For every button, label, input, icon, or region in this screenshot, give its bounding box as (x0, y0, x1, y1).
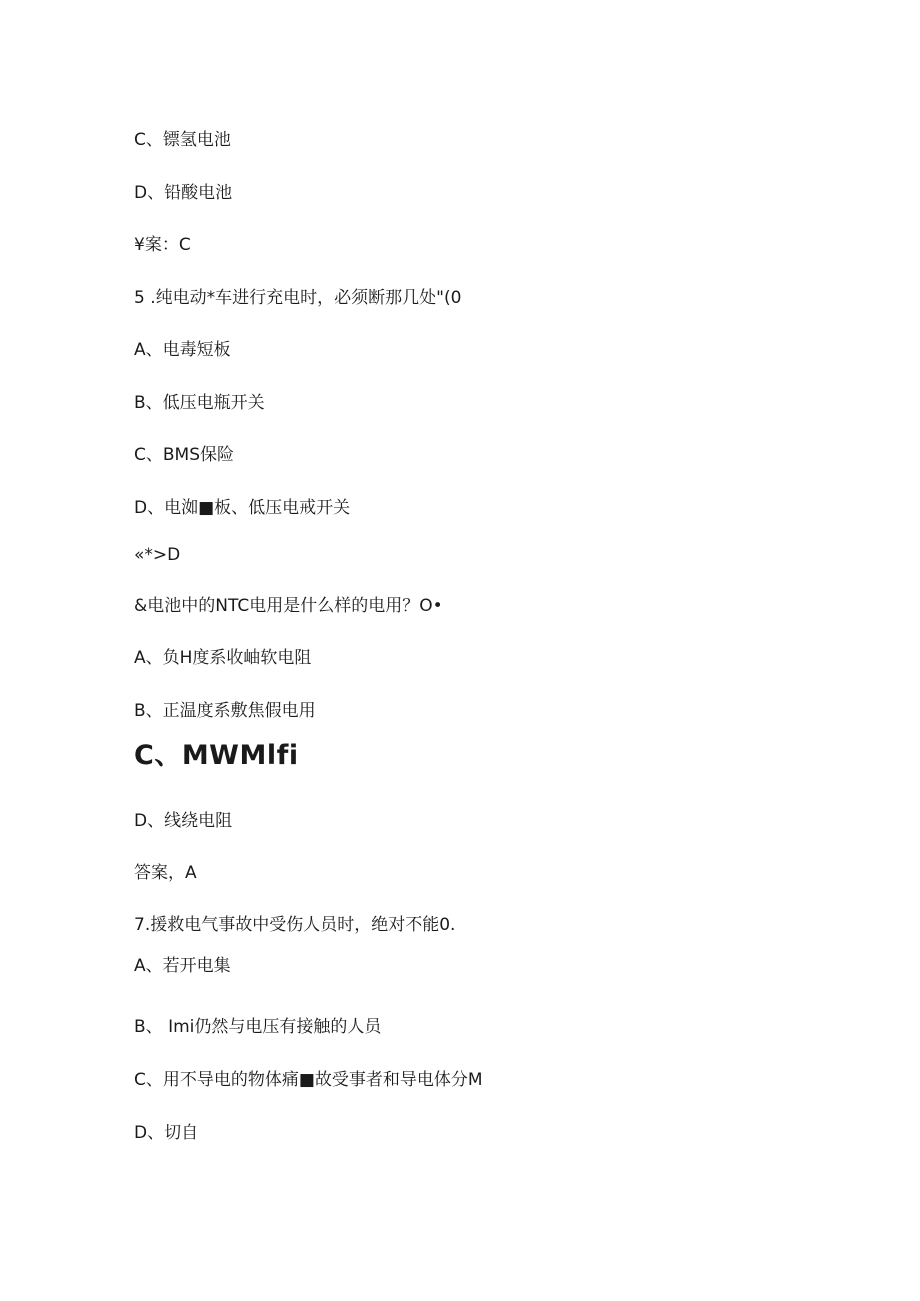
option-c: C、镖氢电池 (134, 130, 231, 150)
option-d: D、线绕电阻 (134, 811, 233, 831)
option-a: A、若开电集 (134, 956, 231, 976)
option-a: A、电毒短板 (134, 340, 231, 360)
question-5: 5 .纯电动*车进行充电时，必须断那几处"(0 (134, 288, 462, 308)
question-7: 7.援救电气事故中受伤人员时，绝对不能0. (134, 915, 456, 935)
answer-line: «*>D (134, 545, 181, 565)
answer-line: 答案，A (134, 863, 197, 883)
option-a: A、负H度系收岫软电阻 (134, 648, 312, 668)
question-6: &电池中的NTC电用是什么样的电用？O• (134, 596, 443, 616)
option-b: B、 Imi仍然与电压有接触的人员 (134, 1017, 382, 1037)
option-c: C、用不导电的物体痛■故受事者和导电体分M (134, 1070, 483, 1090)
option-b: B、正温度系敷焦假电用 (134, 701, 316, 721)
option-d: D、切自 (134, 1123, 199, 1143)
option-d: D、铅酸电池 (134, 183, 233, 203)
option-c: C、BMS保险 (134, 445, 234, 465)
option-b: B、低压电瓶开关 (134, 393, 265, 413)
option-d: D、电洳■板、低压电戒开关 (134, 498, 351, 518)
answer-line: ¥案：C (134, 235, 191, 255)
option-c: C、MWMlfi (134, 740, 299, 771)
